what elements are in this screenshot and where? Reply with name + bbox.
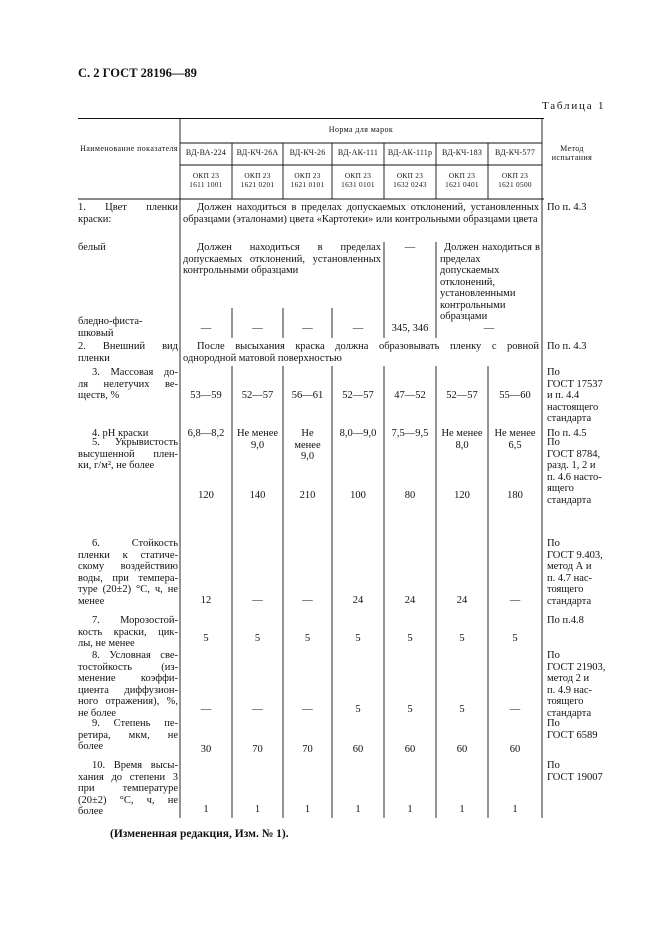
- row6-value-5: 24: [404, 595, 416, 606]
- row6-value-1: 12: [200, 595, 212, 606]
- row4-value-7: Не менее 6,5: [494, 428, 536, 451]
- row6-label: 6. Стойкость пленки к статиче- скому воздействию воды, при темпера- туре (20±2) °С, ч, не менее: [78, 538, 178, 607]
- row4-value-5: 7,5—9,5: [391, 428, 429, 439]
- row3-value-1: 53—59: [190, 390, 222, 401]
- okp-number: 1632 0243: [393, 179, 427, 189]
- specification-table: [78, 118, 606, 818]
- row9-value-7: 60: [509, 744, 521, 755]
- row7-label: 7. Морозостой- кость краски, цик- лы, не менее: [78, 615, 178, 649]
- row5-value-3: 210: [299, 490, 316, 501]
- okp-prefix: ОКП 23: [192, 171, 220, 180]
- row3-value-2: 52—57: [241, 390, 274, 401]
- brand-okp-code-5: [384, 172, 436, 189]
- brand-okp-code-1: [180, 172, 232, 189]
- table-caption: Таблица 1: [542, 100, 606, 112]
- row8-value-4: 5: [355, 704, 361, 715]
- okp-number: 1631 0101: [341, 179, 375, 189]
- row5-value-7: 180: [507, 490, 523, 501]
- okp-prefix: ОКП 23: [294, 171, 321, 180]
- row7-method: По п.4.8: [547, 615, 584, 626]
- row8-label: 8. Условная све- тостойкость (из- менение коэффи- циента диффузион- ного отражения), %, не более: [78, 650, 178, 719]
- row10-value-4: 1: [355, 804, 361, 815]
- row7-value-2: 5: [254, 633, 261, 644]
- row5-value-5: 80: [404, 490, 416, 501]
- row5-value-4: 100: [350, 490, 366, 501]
- row6-value-2: —: [252, 595, 263, 606]
- okp-prefix: ОКП 23: [448, 171, 476, 180]
- row7-value-5: 5: [407, 633, 413, 644]
- row5-value-1: 120: [198, 490, 214, 501]
- row9-value-6: 60: [456, 744, 468, 755]
- row4-value-3: Не менее 9,0: [294, 428, 321, 462]
- row1-white-text-b: Должен находиться в пределах допускаемых отклонений, установленными контрольными образцами: [440, 242, 540, 322]
- row8-value-6: 5: [459, 704, 465, 715]
- brand-okp-code-7: [488, 172, 542, 189]
- row1-label: 1. Цвет пленки краски:: [78, 202, 178, 225]
- okp-prefix: ОКП 23: [344, 171, 372, 180]
- row10-value-6: 1: [459, 804, 465, 815]
- okp-number: 1621 0101: [290, 179, 325, 189]
- brand-okp-code-2: [232, 172, 283, 189]
- footer-note: (Измененная редакция, Изм. № 1).: [110, 828, 289, 840]
- row1-white-text-a: Должен находиться в пределах допускаемых отклонений, установленных контрольными образцами: [183, 242, 381, 276]
- row5-value-6: 120: [454, 490, 470, 501]
- row1-white-dash: —: [404, 242, 416, 253]
- row5-label: 5. Укрывистость высушенной плен- ки, г/м², не более: [78, 437, 178, 471]
- row9-value-5: 60: [404, 744, 416, 755]
- row10-value-2: 1: [254, 804, 261, 815]
- row1-pale-value-6: —: [483, 323, 495, 334]
- okp-prefix: ОКП 23: [244, 171, 271, 180]
- brand-name-5: ВД-АК-111р: [387, 148, 433, 157]
- row4-value-1: 6,8—8,2: [187, 428, 225, 439]
- indicator-column-header: Наименование показателя: [80, 144, 178, 153]
- row1-pale-value-1: —: [200, 323, 212, 334]
- row4-value-6: Не менее 8,0: [441, 428, 483, 451]
- method-column-header: Метод испытания: [551, 144, 593, 162]
- okp-number: 1621 0401: [445, 179, 479, 189]
- row6-value-4: 24: [352, 595, 364, 606]
- row1-pale-value-4: —: [352, 323, 364, 334]
- row2-label: 2. Внешний вид пленки: [78, 341, 178, 364]
- okp-number: 1621 0500: [498, 179, 532, 189]
- row8-value-1: —: [200, 704, 212, 715]
- okp-number: 1621 0201: [240, 179, 275, 189]
- row9-value-2: 70: [252, 744, 263, 755]
- brand-name-2: ВД-КЧ-26А: [236, 148, 279, 157]
- row10-value-5: 1: [407, 804, 413, 815]
- row1-method: По п. 4.3: [547, 202, 587, 213]
- row9-label: 9. Степень пе- ретира, мкм, не более: [78, 718, 178, 752]
- page-header: С. 2 ГОСТ 28196—89: [78, 66, 197, 80]
- row7-value-4: 5: [355, 633, 361, 644]
- brand-name-1: ВД-ВА-224: [185, 148, 227, 157]
- row2-span-text: После высыхания краска должна образовывать пленку с ровной однородной матовой поверхностью: [183, 341, 539, 364]
- brand-okp-code-6: [436, 172, 488, 189]
- row3-value-3: 56—61: [291, 390, 324, 401]
- row2-method: По п. 4.3: [547, 341, 587, 352]
- row1-white-label: белый: [78, 242, 106, 253]
- row3-value-4: 52—57: [342, 390, 374, 401]
- okp-prefix: ОКП 23: [396, 171, 424, 180]
- row6-value-7: —: [509, 595, 521, 606]
- row10-value-3: 1: [304, 804, 311, 815]
- brand-name-6: ВД-КЧ-183: [441, 148, 483, 157]
- row5-method: По ГОСТ 8784, разд. 1, 2 и п. 4.6 насто- ящего стандарта: [547, 437, 602, 506]
- row8-value-5: 5: [407, 704, 413, 715]
- row9-method: По ГОСТ 6589: [547, 718, 598, 741]
- row7-value-6: 5: [459, 633, 465, 644]
- row5-value-2: 140: [249, 490, 266, 501]
- row3-method: По ГОСТ 17537 и п. 4.4 настоящего стандарта: [547, 367, 603, 424]
- row1-pale-value-5: 345, 346: [391, 323, 429, 334]
- row10-method: По ГОСТ 19007: [547, 760, 603, 783]
- row1-span-text: Должен находиться в пределах допускаемых отклонений, установленных образцами (эталонами) цвета «Картотеки» или контрольными образцами цвета: [183, 202, 539, 225]
- row6-method: По ГОСТ 9.403, метод А и п. 4.7 нас- тоящего стандарта: [547, 538, 603, 607]
- row7-value-3: 5: [304, 633, 311, 644]
- row7-value-7: 5: [512, 633, 518, 644]
- row9-value-1: 30: [200, 744, 212, 755]
- row4-value-4: 8,0—9,0: [339, 428, 377, 439]
- brand-name-7: ВД-КЧ-577: [494, 148, 536, 157]
- row8-value-7: —: [509, 704, 521, 715]
- row4-method: По п. 4.5: [547, 428, 587, 439]
- row4-label: 4. рН краски: [92, 428, 149, 439]
- row8-value-2: —: [252, 704, 263, 715]
- row3-label: 3. Массовая до- ля нелетучих ве- ществ, %: [78, 367, 178, 401]
- brand-name-4: ВД-АК-111: [337, 148, 379, 157]
- okp-prefix: ОКП 23: [501, 171, 529, 180]
- brand-okp-code-3: [283, 172, 332, 189]
- row9-value-3: 70: [302, 744, 313, 755]
- row9-value-4: 60: [352, 744, 364, 755]
- row4-value-2: Не менее 9,0: [236, 428, 279, 451]
- row8-method: По ГОСТ 21903, метод 2 и п. 4.9 нас- тоящего стандарта: [547, 650, 606, 719]
- row1-pale-value-3: —: [302, 323, 313, 334]
- row3-value-7: 55—60: [499, 390, 531, 401]
- row3-value-6: 52—57: [446, 390, 478, 401]
- row6-value-3: —: [302, 595, 313, 606]
- row10-value-1: 1: [203, 804, 209, 815]
- row8-value-3: —: [302, 704, 313, 715]
- row1-pale-value-2: —: [252, 323, 263, 334]
- brand-name-3: ВД-КЧ-26: [289, 148, 326, 157]
- row3-value-5: 47—52: [394, 390, 426, 401]
- row10-label: 10. Время высы- хания до степени 3 при температуре (20±2) °С, ч, не более: [78, 760, 178, 817]
- row6-value-6: 24: [456, 595, 468, 606]
- row7-value-1: 5: [203, 633, 209, 644]
- brand-okp-code-4: [332, 172, 384, 189]
- brands-group-header: Норма для марок: [328, 125, 394, 134]
- row10-value-7: 1: [512, 804, 518, 815]
- okp-number: 1611 1001: [189, 179, 223, 189]
- row1-pale-label: бледно-фиста- шковый: [78, 316, 143, 339]
